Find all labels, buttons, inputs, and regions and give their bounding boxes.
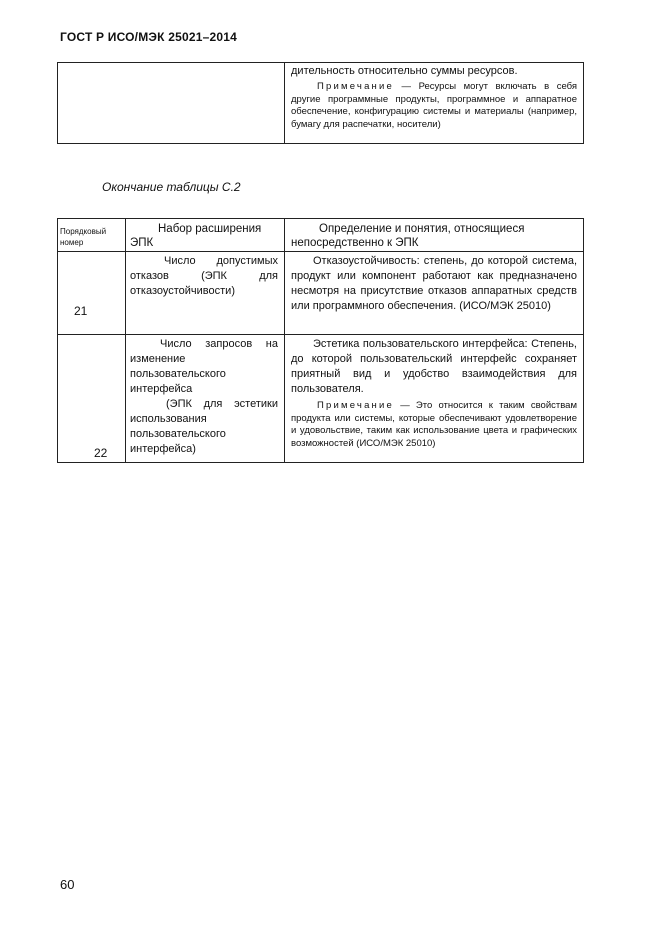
row-number-cell (58, 252, 126, 335)
note (291, 400, 577, 450)
header-number: Порядковый номер (58, 219, 126, 252)
definition-cell (285, 63, 584, 144)
empty-cell (58, 63, 285, 144)
definition-cell: Отказоустойчивость: степень, до которой система, продукт или компонент работают как предназначено несмотря на присутствие отказов аппаратных средств или программного обеспечения. (ИСО/МЭК 25010) (285, 252, 584, 335)
definition-cell: Эстетика пользовательского интерфейса: Степень, до которой пользовательский интерфейс сохраняет приятный вид и удобство взаимодействия для пользователя. Примечание — Это относится к таким свойствам продукта или системы, которые обеспечивают удовлетворение и удовольствие, таким как использование цвета и графических возможностей (ИСО/МЭК 25010) (285, 335, 584, 463)
table-header-row (58, 219, 584, 252)
header-definition: Определение и понятия, относящиеся непосредственно к ЭПК (285, 219, 584, 252)
note-text: — Ресурсы могут включать в себя другие программные продукты, программное и аппаратное обеспечение, конфигурацию системы и материалы (например, бумагу для распечатки, носители) (291, 81, 577, 130)
note-label: Примечание (317, 81, 394, 92)
note-label: Примечание (317, 400, 394, 411)
table-row (58, 252, 584, 335)
page-header: ГОСТ Р ИСО/МЭК 25021–2014 (60, 30, 237, 44)
continued-table (57, 62, 584, 144)
extension-table (57, 218, 584, 463)
continued-line: дительность относительно суммы ресурсов. (291, 65, 518, 77)
row-number: 22 (94, 446, 108, 460)
row-number-cell (58, 335, 126, 463)
table-row (58, 335, 584, 463)
row-number: 21 (74, 304, 88, 318)
note-text: — Это относится к таким свойствам продукта или системы, которые обеспечивают удовлетворение и удовольствие, таким как использование цвета и графических возможностей (ИСО/МЭК 25010) (291, 400, 577, 449)
set-cell: Число запросов на изменение пользовательского интерфейса (ЭПК для эстетики использования пользовательского интерфейса) (126, 335, 285, 463)
note (291, 81, 577, 131)
page-number: 60 (60, 877, 75, 892)
set-cell: Число допустимых отказов (ЭПК для отказоустойчивости) (126, 252, 285, 335)
table-caption: Окончание таблицы С.2 (102, 180, 241, 194)
header-set: Набор расширения ЭПК (126, 219, 285, 252)
table-row (58, 63, 584, 144)
